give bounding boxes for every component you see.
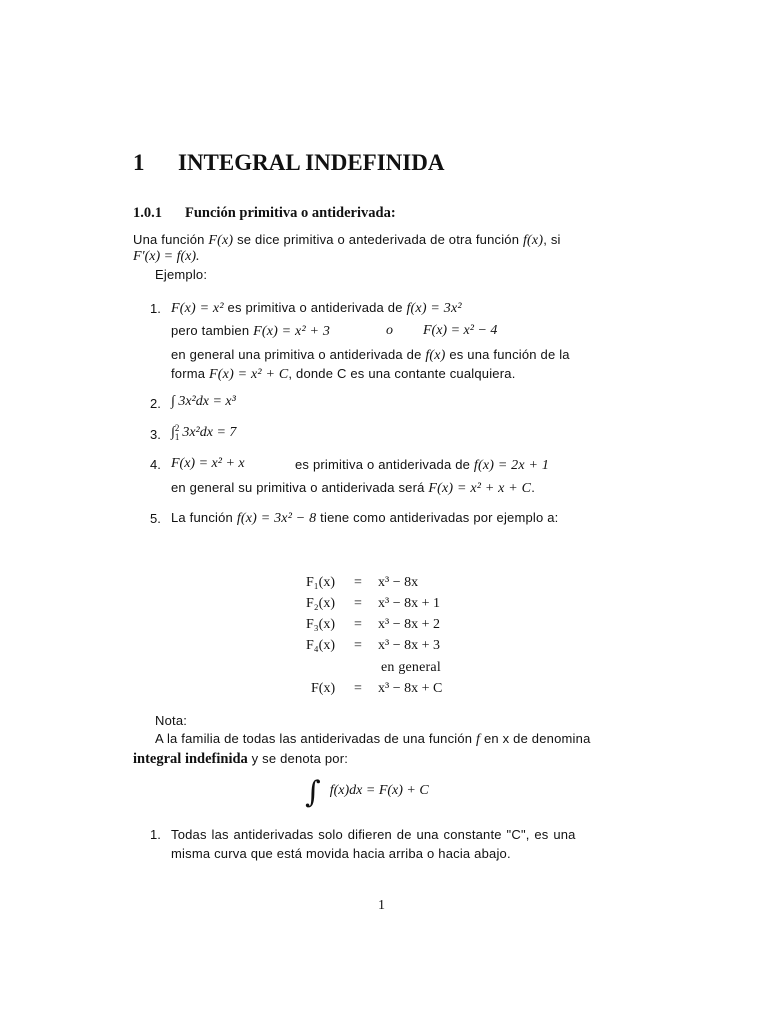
- equation-equals: =: [354, 681, 362, 696]
- list-item-number: 1.: [150, 827, 161, 842]
- equation-rhs: x³ − 8x + C: [378, 681, 443, 696]
- list-item-1-line-4: forma F(x) = x² + C, donde C es una contante cualquiera.: [171, 366, 516, 382]
- note-item-1-line-1: Todas las antiderivadas solo difieren de una constante "C", es una: [171, 827, 576, 842]
- section-number: 1: [133, 150, 145, 175]
- equation-lhs: F₁(x): [306, 575, 335, 590]
- note-line-2: integral indefinida y se denota por:: [133, 751, 349, 767]
- equation-rhs: x³ − 8x + 2: [378, 617, 440, 632]
- equation-equals: =: [354, 575, 362, 590]
- note-label: Nota:: [155, 713, 188, 728]
- term-integral-indefinida: integral indefinida: [133, 751, 248, 767]
- intro-line-1: Una función F(x) se dice primitiva o antederivada de otra función f(x), si: [133, 232, 561, 248]
- note-line-1: A la familia de todas las antiderivadas de una función f en x de denomina: [155, 731, 591, 747]
- list-item-4-primitive: F(x) = x² + x: [171, 456, 245, 471]
- equation-lhs: F₂(x): [306, 596, 335, 611]
- intro-line-2: F′(x) = f(x).: [133, 249, 200, 264]
- list-item-4-text: es primitiva o antiderivada de f(x) = 2x + 1: [295, 457, 550, 473]
- example-label: Ejemplo:: [155, 267, 208, 282]
- or-word: o: [386, 323, 393, 338]
- equation-equals: =: [354, 638, 362, 653]
- subsection-title: Función primitiva o antiderivada:: [185, 205, 396, 221]
- list-item-number: 4.: [150, 457, 161, 472]
- equation-rhs: x³ − 8x + 3: [378, 638, 440, 653]
- equation-equals: =: [354, 617, 362, 632]
- display-integral: ∫ f(x)dx = F(x) + C: [305, 775, 429, 810]
- list-item-3-definite-integral: ∫2 1 3x²dx = 7: [171, 423, 237, 442]
- equation-lhs: F(x): [311, 681, 336, 696]
- list-item-number: 3.: [150, 427, 161, 442]
- integral-limits: 2 1: [174, 423, 180, 442]
- list-item-1-line-3: en general una primitiva o antiderivada de f(x) es una función de la: [171, 347, 570, 363]
- equation-rhs: x³ − 8x: [378, 575, 419, 590]
- equation-equals: =: [354, 596, 362, 611]
- list-item-5-text: La función f(x) = 3x² − 8 tiene como antiderivadas por ejemplo a:: [171, 510, 559, 526]
- list-item-number: 1.: [150, 301, 161, 316]
- list-item-1-line-1: F(x) = x² es primitiva o antiderivada de f(x) = 3x²: [171, 300, 462, 316]
- list-item-number: 2.: [150, 396, 161, 411]
- integral-sign: ∫: [305, 775, 321, 810]
- list-item-4-line-2: en general su primitiva o antiderivada será F(x) = x² + x + C.: [171, 480, 535, 496]
- list-item-1-line-2: pero tambien F(x) = x² + 3: [171, 323, 331, 339]
- subsection-number: 1.0.1: [133, 205, 162, 221]
- list-item-1-alt-primitive: F(x) = x² − 4: [423, 323, 498, 338]
- list-item-number: 5.: [150, 511, 161, 526]
- equation-lhs: F₄(x): [306, 638, 335, 653]
- integral-sign: ∫: [171, 425, 175, 441]
- equation-general-label: en general: [381, 660, 441, 675]
- equation-lhs: F₃(x): [306, 617, 335, 632]
- page-number: 1: [378, 898, 385, 913]
- note-item-1-line-2: misma curva que está movida hacia arriba o hacia abajo.: [171, 846, 511, 861]
- section-title: INTEGRAL INDEFINIDA: [178, 150, 445, 175]
- list-item-2-integral: ∫ 3x²dx = x³: [171, 394, 236, 409]
- equation-rhs: x³ − 8x + 1: [378, 596, 440, 611]
